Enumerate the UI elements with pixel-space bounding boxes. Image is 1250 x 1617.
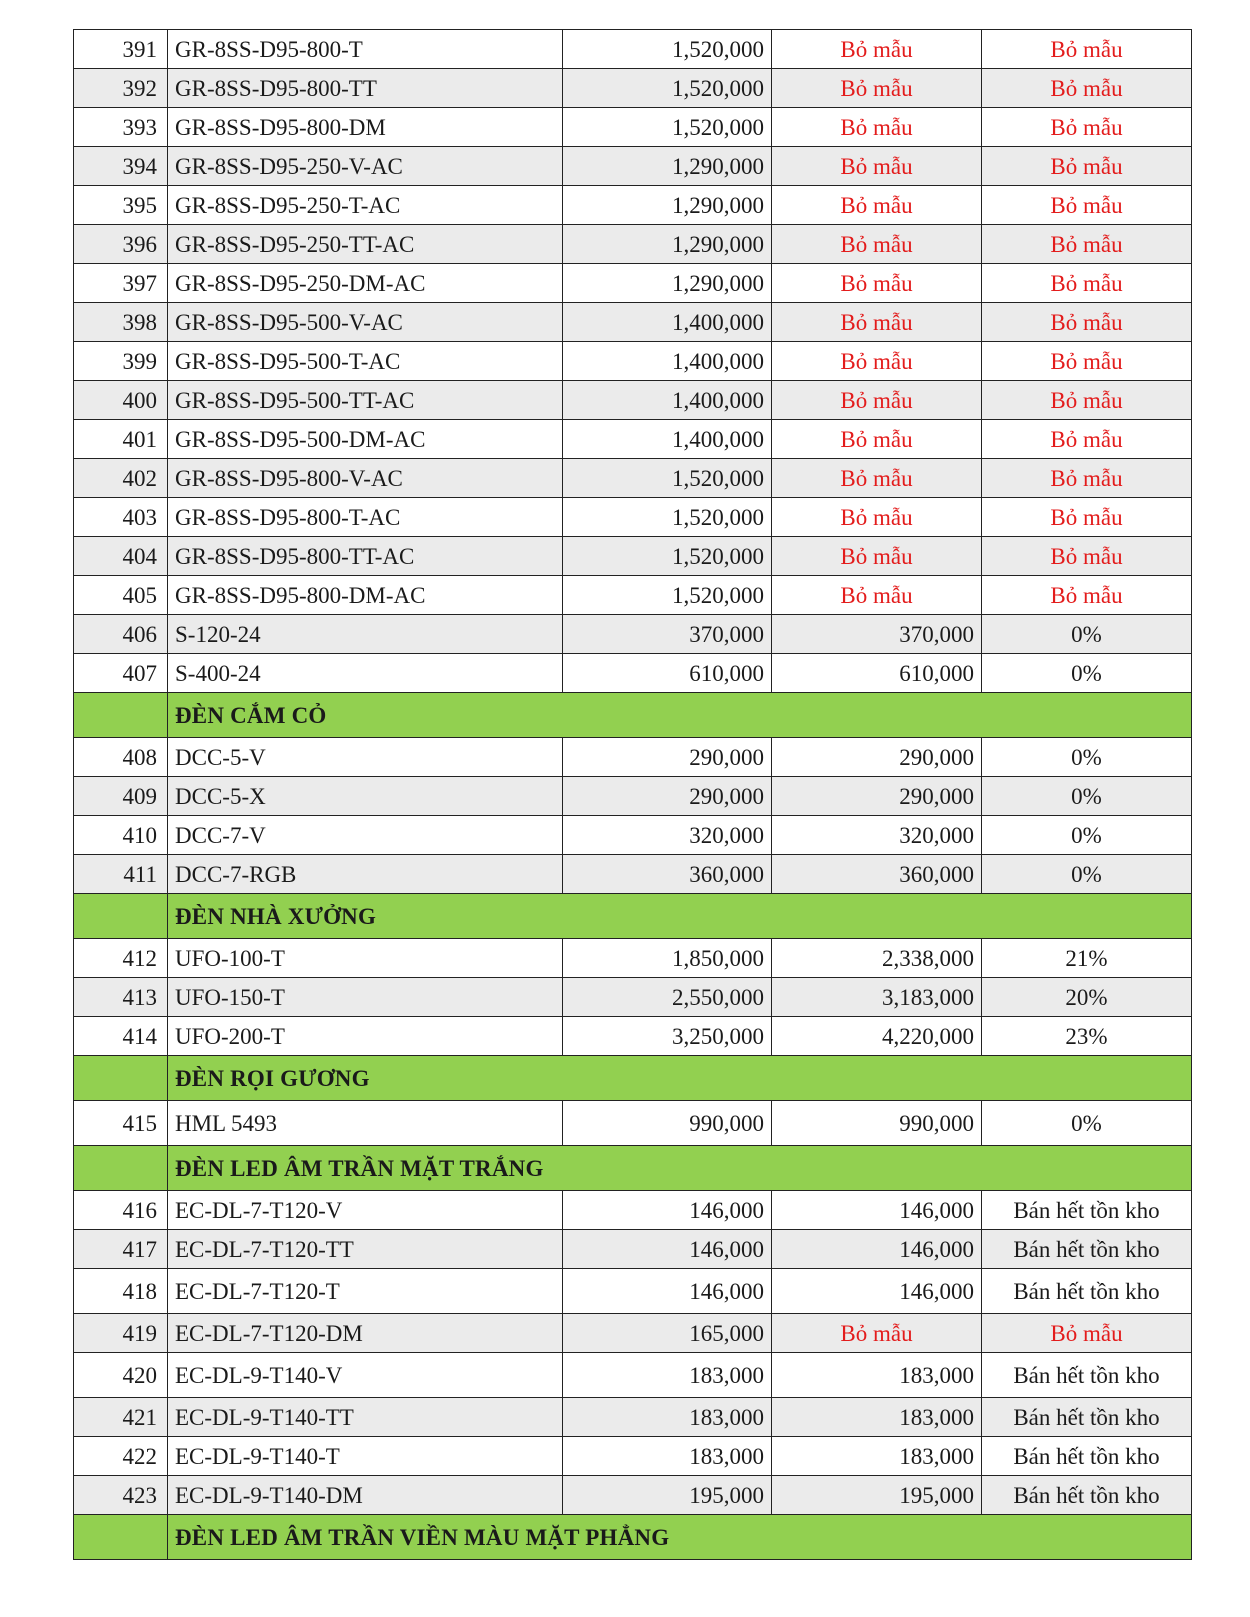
category-title: ĐÈN CẮM CỎ bbox=[168, 693, 1192, 738]
table-row bbox=[74, 225, 1192, 264]
price-cell: Bỏ mẫu bbox=[772, 1314, 982, 1353]
product-code: GR-8SS-D95-250-V-AC bbox=[168, 147, 563, 186]
price-cell: 1,400,000 bbox=[563, 381, 772, 420]
table-row bbox=[74, 303, 1192, 342]
product-code: EC-DL-7-T120-DM bbox=[168, 1314, 563, 1353]
percent-cell: Bỏ mẫu bbox=[982, 30, 1192, 69]
percent-cell: Bỏ mẫu bbox=[982, 264, 1192, 303]
price-cell: 1,520,000 bbox=[563, 69, 772, 108]
category-row bbox=[74, 693, 1192, 738]
row-number: 414 bbox=[74, 1017, 168, 1056]
table-row bbox=[74, 816, 1192, 855]
product-code: GR-8SS-D95-500-V-AC bbox=[168, 303, 563, 342]
product-code: GR-8SS-D95-250-TT-AC bbox=[168, 225, 563, 264]
product-code: GR-8SS-D95-800-T-AC bbox=[168, 498, 563, 537]
row-number: 394 bbox=[74, 147, 168, 186]
row-number: 400 bbox=[74, 381, 168, 420]
table-row bbox=[74, 459, 1192, 498]
price-cell: 1,520,000 bbox=[563, 537, 772, 576]
row-number: 417 bbox=[74, 1230, 168, 1269]
percent-cell: Bán hết tồn kho bbox=[982, 1191, 1192, 1230]
price-cell: 146,000 bbox=[772, 1191, 982, 1230]
price-cell: 146,000 bbox=[563, 1269, 772, 1314]
product-code: DCC-5-X bbox=[168, 777, 563, 816]
percent-cell: Bỏ mẫu bbox=[982, 69, 1192, 108]
table-row bbox=[74, 108, 1192, 147]
table-row bbox=[74, 498, 1192, 537]
product-code: UFO-200-T bbox=[168, 1017, 563, 1056]
row-number: 423 bbox=[74, 1476, 168, 1515]
price-table bbox=[73, 29, 1192, 1560]
product-code: DCC-5-V bbox=[168, 738, 563, 777]
price-cell: 183,000 bbox=[563, 1398, 772, 1437]
product-code: EC-DL-7-T120-V bbox=[168, 1191, 563, 1230]
product-code: EC-DL-7-T120-T bbox=[168, 1269, 563, 1314]
price-cell: Bỏ mẫu bbox=[772, 225, 982, 264]
table-row bbox=[74, 615, 1192, 654]
product-code: GR-8SS-D95-800-V-AC bbox=[168, 459, 563, 498]
table-row bbox=[74, 1437, 1192, 1476]
price-cell: 610,000 bbox=[772, 654, 982, 693]
table-row bbox=[74, 381, 1192, 420]
table-row bbox=[74, 1398, 1192, 1437]
table-row bbox=[74, 147, 1192, 186]
product-code: GR-8SS-D95-250-T-AC bbox=[168, 186, 563, 225]
price-cell: 146,000 bbox=[772, 1230, 982, 1269]
price-cell: Bỏ mẫu bbox=[772, 459, 982, 498]
table-row bbox=[74, 939, 1192, 978]
price-cell: 320,000 bbox=[772, 816, 982, 855]
price-cell: Bỏ mẫu bbox=[772, 264, 982, 303]
table-row bbox=[74, 978, 1192, 1017]
category-title: ĐÈN LED ÂM TRẦN VIỀN MÀU MẶT PHẲNG bbox=[168, 1515, 1192, 1560]
category-number-cell bbox=[74, 1515, 168, 1560]
price-cell: 2,338,000 bbox=[772, 939, 982, 978]
percent-cell: Bỏ mẫu bbox=[982, 420, 1192, 459]
row-number: 405 bbox=[74, 576, 168, 615]
percent-cell: Bỏ mẫu bbox=[982, 303, 1192, 342]
product-code: EC-DL-9-T140-TT bbox=[168, 1398, 563, 1437]
row-number: 396 bbox=[74, 225, 168, 264]
price-cell: 1,850,000 bbox=[563, 939, 772, 978]
percent-cell: Bán hết tồn kho bbox=[982, 1476, 1192, 1515]
price-cell: Bỏ mẫu bbox=[772, 381, 982, 420]
category-title: ĐÈN NHÀ XƯỞNG bbox=[168, 894, 1192, 939]
price-cell: 1,520,000 bbox=[563, 459, 772, 498]
price-cell: Bỏ mẫu bbox=[772, 420, 982, 459]
percent-cell: Bỏ mẫu bbox=[982, 498, 1192, 537]
product-code: GR-8SS-D95-250-DM-AC bbox=[168, 264, 563, 303]
percent-cell: 21% bbox=[982, 939, 1192, 978]
row-number: 402 bbox=[74, 459, 168, 498]
row-number: 397 bbox=[74, 264, 168, 303]
price-cell: 370,000 bbox=[772, 615, 982, 654]
price-cell: 370,000 bbox=[563, 615, 772, 654]
percent-cell: Bán hết tồn kho bbox=[982, 1398, 1192, 1437]
price-cell: 290,000 bbox=[772, 738, 982, 777]
price-cell: 990,000 bbox=[772, 1101, 982, 1146]
table-row bbox=[74, 264, 1192, 303]
price-cell: Bỏ mẫu bbox=[772, 69, 982, 108]
percent-cell: Bán hết tồn kho bbox=[982, 1230, 1192, 1269]
category-row bbox=[74, 1056, 1192, 1101]
table-row bbox=[74, 1476, 1192, 1515]
row-number: 413 bbox=[74, 978, 168, 1017]
price-cell: 290,000 bbox=[772, 777, 982, 816]
price-cell: 320,000 bbox=[563, 816, 772, 855]
table-row bbox=[74, 69, 1192, 108]
row-number: 416 bbox=[74, 1191, 168, 1230]
percent-cell: Bỏ mẫu bbox=[982, 108, 1192, 147]
price-cell: 2,550,000 bbox=[563, 978, 772, 1017]
row-number: 418 bbox=[74, 1269, 168, 1314]
row-number: 410 bbox=[74, 816, 168, 855]
table-row bbox=[74, 1269, 1192, 1314]
price-cell: 290,000 bbox=[563, 738, 772, 777]
percent-cell: Bán hết tồn kho bbox=[982, 1437, 1192, 1476]
table-row bbox=[74, 1353, 1192, 1398]
row-number: 407 bbox=[74, 654, 168, 693]
percent-cell: 0% bbox=[982, 816, 1192, 855]
percent-cell: Bỏ mẫu bbox=[982, 1314, 1192, 1353]
table-row bbox=[74, 855, 1192, 894]
price-cell: 290,000 bbox=[563, 777, 772, 816]
price-cell: Bỏ mẫu bbox=[772, 342, 982, 381]
row-number: 411 bbox=[74, 855, 168, 894]
table-row bbox=[74, 1230, 1192, 1269]
price-cell: 195,000 bbox=[563, 1476, 772, 1515]
category-number-cell bbox=[74, 894, 168, 939]
table-row bbox=[74, 30, 1192, 69]
row-number: 406 bbox=[74, 615, 168, 654]
percent-cell: Bỏ mẫu bbox=[982, 342, 1192, 381]
price-cell: 183,000 bbox=[772, 1353, 982, 1398]
table-row bbox=[74, 1191, 1192, 1230]
price-cell: 183,000 bbox=[563, 1437, 772, 1476]
row-number: 412 bbox=[74, 939, 168, 978]
price-cell: 1,290,000 bbox=[563, 186, 772, 225]
percent-cell: Bán hết tồn kho bbox=[982, 1353, 1192, 1398]
product-code: S-120-24 bbox=[168, 615, 563, 654]
price-cell: 1,520,000 bbox=[563, 498, 772, 537]
category-row bbox=[74, 894, 1192, 939]
percent-cell: 0% bbox=[982, 654, 1192, 693]
product-code: S-400-24 bbox=[168, 654, 563, 693]
price-cell: 1,400,000 bbox=[563, 342, 772, 381]
category-title: ĐÈN RỌI GƯƠNG bbox=[168, 1056, 1192, 1101]
table-row bbox=[74, 186, 1192, 225]
row-number: 408 bbox=[74, 738, 168, 777]
percent-cell: 0% bbox=[982, 777, 1192, 816]
percent-cell: 0% bbox=[982, 615, 1192, 654]
table-row bbox=[74, 1314, 1192, 1353]
price-cell: 360,000 bbox=[772, 855, 982, 894]
product-code: DCC-7-RGB bbox=[168, 855, 563, 894]
category-title: ĐÈN LED ÂM TRẦN MẶT TRẮNG bbox=[168, 1146, 1192, 1191]
category-number-cell bbox=[74, 1056, 168, 1101]
price-cell: 610,000 bbox=[563, 654, 772, 693]
price-cell: 183,000 bbox=[772, 1437, 982, 1476]
product-code: UFO-100-T bbox=[168, 939, 563, 978]
percent-cell: Bỏ mẫu bbox=[982, 381, 1192, 420]
row-number: 422 bbox=[74, 1437, 168, 1476]
price-table-body bbox=[74, 30, 1192, 1560]
price-cell: 183,000 bbox=[563, 1353, 772, 1398]
row-number: 393 bbox=[74, 108, 168, 147]
price-cell: 4,220,000 bbox=[772, 1017, 982, 1056]
price-cell: 360,000 bbox=[563, 855, 772, 894]
percent-cell: Bỏ mẫu bbox=[982, 147, 1192, 186]
row-number: 403 bbox=[74, 498, 168, 537]
price-cell: 146,000 bbox=[563, 1191, 772, 1230]
product-code: EC-DL-9-T140-DM bbox=[168, 1476, 563, 1515]
percent-cell: Bỏ mẫu bbox=[982, 576, 1192, 615]
price-cell: Bỏ mẫu bbox=[772, 30, 982, 69]
category-number-cell bbox=[74, 1146, 168, 1191]
row-number: 421 bbox=[74, 1398, 168, 1437]
price-cell: 1,520,000 bbox=[563, 108, 772, 147]
price-cell: Bỏ mẫu bbox=[772, 537, 982, 576]
percent-cell: Bỏ mẫu bbox=[982, 186, 1192, 225]
price-cell: 183,000 bbox=[772, 1398, 982, 1437]
category-row bbox=[74, 1146, 1192, 1191]
product-code: EC-DL-9-T140-T bbox=[168, 1437, 563, 1476]
percent-cell: 0% bbox=[982, 738, 1192, 777]
price-cell: 195,000 bbox=[772, 1476, 982, 1515]
price-cell: Bỏ mẫu bbox=[772, 147, 982, 186]
table-row bbox=[74, 738, 1192, 777]
price-cell: 1,400,000 bbox=[563, 420, 772, 459]
product-code: DCC-7-V bbox=[168, 816, 563, 855]
row-number: 404 bbox=[74, 537, 168, 576]
percent-cell: Bỏ mẫu bbox=[982, 459, 1192, 498]
price-cell: 1,290,000 bbox=[563, 225, 772, 264]
price-cell: 990,000 bbox=[563, 1101, 772, 1146]
price-cell: 3,250,000 bbox=[563, 1017, 772, 1056]
percent-cell: 23% bbox=[982, 1017, 1192, 1056]
price-cell: 146,000 bbox=[772, 1269, 982, 1314]
table-row bbox=[74, 420, 1192, 459]
row-number: 391 bbox=[74, 30, 168, 69]
table-row bbox=[74, 1017, 1192, 1056]
percent-cell: 20% bbox=[982, 978, 1192, 1017]
table-row bbox=[74, 777, 1192, 816]
product-code: GR-8SS-D95-500-T-AC bbox=[168, 342, 563, 381]
percent-cell: Bỏ mẫu bbox=[982, 537, 1192, 576]
product-code: HML 5493 bbox=[168, 1101, 563, 1146]
price-cell: Bỏ mẫu bbox=[772, 498, 982, 537]
row-number: 392 bbox=[74, 69, 168, 108]
price-cell: 1,290,000 bbox=[563, 264, 772, 303]
price-cell: 1,400,000 bbox=[563, 303, 772, 342]
table-row bbox=[74, 654, 1192, 693]
product-code: UFO-150-T bbox=[168, 978, 563, 1017]
row-number: 398 bbox=[74, 303, 168, 342]
price-cell: Bỏ mẫu bbox=[772, 186, 982, 225]
price-cell: 3,183,000 bbox=[772, 978, 982, 1017]
table-row bbox=[74, 342, 1192, 381]
table-row bbox=[74, 576, 1192, 615]
product-code: GR-8SS-D95-500-TT-AC bbox=[168, 381, 563, 420]
percent-cell: 0% bbox=[982, 855, 1192, 894]
price-cell: 1,290,000 bbox=[563, 147, 772, 186]
product-code: GR-8SS-D95-800-TT-AC bbox=[168, 537, 563, 576]
table-row bbox=[74, 537, 1192, 576]
row-number: 399 bbox=[74, 342, 168, 381]
row-number: 395 bbox=[74, 186, 168, 225]
product-code: GR-8SS-D95-800-DM bbox=[168, 108, 563, 147]
price-cell: 1,520,000 bbox=[563, 576, 772, 615]
product-code: EC-DL-9-T140-V bbox=[168, 1353, 563, 1398]
category-number-cell bbox=[74, 693, 168, 738]
row-number: 409 bbox=[74, 777, 168, 816]
percent-cell: Bỏ mẫu bbox=[982, 225, 1192, 264]
category-row bbox=[74, 1515, 1192, 1560]
row-number: 415 bbox=[74, 1101, 168, 1146]
row-number: 420 bbox=[74, 1353, 168, 1398]
price-cell: Bỏ mẫu bbox=[772, 303, 982, 342]
price-cell: Bỏ mẫu bbox=[772, 576, 982, 615]
product-code: GR-8SS-D95-800-DM-AC bbox=[168, 576, 563, 615]
product-code: GR-8SS-D95-500-DM-AC bbox=[168, 420, 563, 459]
percent-cell: 0% bbox=[982, 1101, 1192, 1146]
price-cell: Bỏ mẫu bbox=[772, 108, 982, 147]
product-code: GR-8SS-D95-800-TT bbox=[168, 69, 563, 108]
price-cell: 165,000 bbox=[563, 1314, 772, 1353]
price-cell: 146,000 bbox=[563, 1230, 772, 1269]
price-cell: 1,520,000 bbox=[563, 30, 772, 69]
row-number: 419 bbox=[74, 1314, 168, 1353]
percent-cell: Bán hết tồn kho bbox=[982, 1269, 1192, 1314]
table-row bbox=[74, 1101, 1192, 1146]
row-number: 401 bbox=[74, 420, 168, 459]
product-code: EC-DL-7-T120-TT bbox=[168, 1230, 563, 1269]
product-code: GR-8SS-D95-800-T bbox=[168, 30, 563, 69]
